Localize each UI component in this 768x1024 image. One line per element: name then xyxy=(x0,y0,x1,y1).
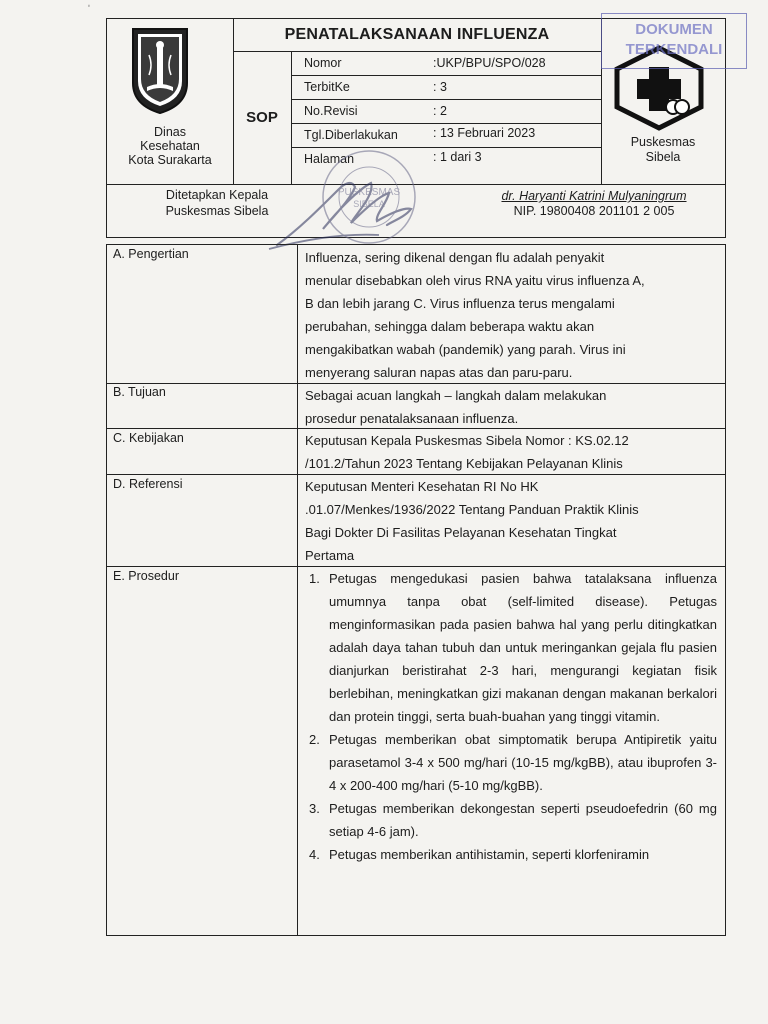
prosedur-step xyxy=(305,797,717,843)
pengertian-line: Influenza, sering dikenal dengan flu adalah penyakit xyxy=(305,250,605,265)
step-text: Petugas memberikan dekongestan seperti pseudoefedrin (60 mg setiap 4-6 jam). xyxy=(329,801,717,839)
section-text-referensi xyxy=(305,475,715,567)
step-number: 3. xyxy=(309,801,320,816)
section-text-tujuan xyxy=(305,384,715,430)
signer-block xyxy=(463,189,725,219)
meta-value-terbit: : 3 xyxy=(433,80,447,94)
sop-label: SOP xyxy=(246,109,278,126)
meta-label-revisi: No.Revisi xyxy=(304,104,358,118)
meta-value-revisi: : 2 xyxy=(433,104,447,118)
signer-nip: NIP. 19800408 201101 2 005 xyxy=(513,204,675,218)
ditetapkan-line-2: Puskesmas Sibela xyxy=(165,203,269,218)
signer-name: dr. Haryanti Katrini Mulyaningrum xyxy=(501,189,687,203)
stamp-line-1: DOKUMEN xyxy=(635,21,713,38)
official-seal-and-signature xyxy=(259,149,429,259)
step-number: 1. xyxy=(309,571,320,586)
prosedur-step xyxy=(305,843,717,866)
referensi-line: Bagi Dokter Di Fasilitas Pelayanan Kesehatan Tingkat xyxy=(305,525,617,540)
seal-line-2: SIBELA xyxy=(353,199,385,209)
puskesmas-line-2: Sibela xyxy=(645,150,681,164)
prosedur-list xyxy=(305,567,717,866)
prosedur-step xyxy=(305,728,717,797)
step-text: Petugas memberikan obat simptomatik berupa Antipiretik yaitu parasetamol 3-4 x 500 mg/hari (10-15 mg/kgBB), atau ibuprofen 3-4 x 200-400 mg/hari (5-10 mg/kgBB). xyxy=(329,732,717,793)
kebijakan-line: Keputusan Kepala Puskesmas Sibela Nomor : KS.02.12 xyxy=(305,433,629,448)
step-number: 2. xyxy=(309,732,320,747)
sop-content-table xyxy=(106,244,726,936)
meta-label-halaman: Halaman xyxy=(304,152,355,166)
referensi-line: .01.07/Menkes/1936/2022 Tentang Panduan Praktik Klinis xyxy=(305,502,639,517)
section-text-pengertian xyxy=(305,246,715,384)
step-number: 4. xyxy=(309,847,320,862)
kebijakan-line: /101.2/Tahun 2023 Tentang Kebijakan Pelayanan Klinis xyxy=(305,456,623,471)
step-text: Petugas mengedukasi pasien bahwa tatalaksana influenza umumnya tanpa obat (self-limited disease). Petugas menginformasikan pada pasien bahwa hal yang perlu ditingkatkan adalah daya tahan tubuh dan untuk meringankan gejala flu pasien dianjurkan beristirahat 2-3 hari, mengurangi kegiatan fisik berlebihan, meningkatkan gizi makanan dengan makanan berkalori dan protein tinggi, serta buah-buahan yang tinggi vitamin. xyxy=(329,571,717,724)
surakarta-emblem-icon xyxy=(129,25,191,115)
meta-label-tanggal: Tgl.Diberlakukan xyxy=(304,128,398,142)
meta-label-nomor: Nomor xyxy=(304,56,342,70)
dinas-line-3: Kota Surakarta xyxy=(128,153,212,167)
tujuan-line: Sebagai acuan langkah – langkah dalam melakukan xyxy=(305,388,607,403)
pengertian-line: menular disebabkan oleh virus RNA yaitu virus influenza A, xyxy=(305,273,645,288)
puskesmas-line-1: Puskesmas xyxy=(630,135,696,149)
meta-value-nomor: :UKP/BPU/SPO/028 xyxy=(433,56,546,70)
tujuan-line: prosedur penatalaksanaan influenza. xyxy=(305,411,519,426)
meta-value-tanggal: : 13 Februari 2023 xyxy=(433,126,536,140)
pengertian-line: perubahan, sehingga dalam beberapa waktu akan xyxy=(305,319,595,334)
step-text: Petugas memberikan antihistamin, seperti klorfeniramin xyxy=(329,847,650,862)
sop-header-table xyxy=(106,18,726,238)
prosedur-step xyxy=(305,567,717,728)
section-label-referensi: D. Referensi xyxy=(113,477,183,491)
referensi-line: Keputusan Menteri Kesehatan RI No HK xyxy=(305,479,539,494)
city-logo-cell xyxy=(107,19,233,184)
stamp-line-2: TERKENDALI xyxy=(625,41,723,58)
ditetapkan-line-1: Ditetapkan Kepala xyxy=(165,188,269,202)
seal-line-1: PUSKESMAS xyxy=(337,187,401,198)
puskesmas-name xyxy=(601,135,725,165)
section-label-pengertian: A. Pengertian xyxy=(113,247,189,261)
section-label-prosedur: E. Prosedur xyxy=(113,569,180,583)
meta-label-terbit: TerbitKe xyxy=(304,80,350,94)
dinas-line-1: Dinas xyxy=(154,125,186,139)
section-text-kebijakan xyxy=(305,429,715,475)
pengertian-line: mengakibatkan wabah (pandemik) yang parah. Virus ini xyxy=(305,342,626,357)
pengertian-line: B dan lebih jarang C. Virus influenza terus mengalami xyxy=(305,296,615,311)
document-title: PENATALAKSANAAN INFLUENZA xyxy=(284,26,550,43)
dinas-line-2: Kesehatan xyxy=(140,139,200,153)
referensi-line: Pertama xyxy=(305,548,355,563)
section-label-kebijakan: C. Kebijakan xyxy=(113,431,184,445)
dokumen-terkendali-stamp xyxy=(601,13,747,69)
scan-mark: ʹ xyxy=(88,4,90,15)
meta-value-halaman: : 1 dari 3 xyxy=(433,150,482,164)
section-label-tujuan: B. Tujuan xyxy=(113,385,166,399)
pengertian-line: menyerang saluran napas atas dan paru-paru. xyxy=(305,365,573,380)
